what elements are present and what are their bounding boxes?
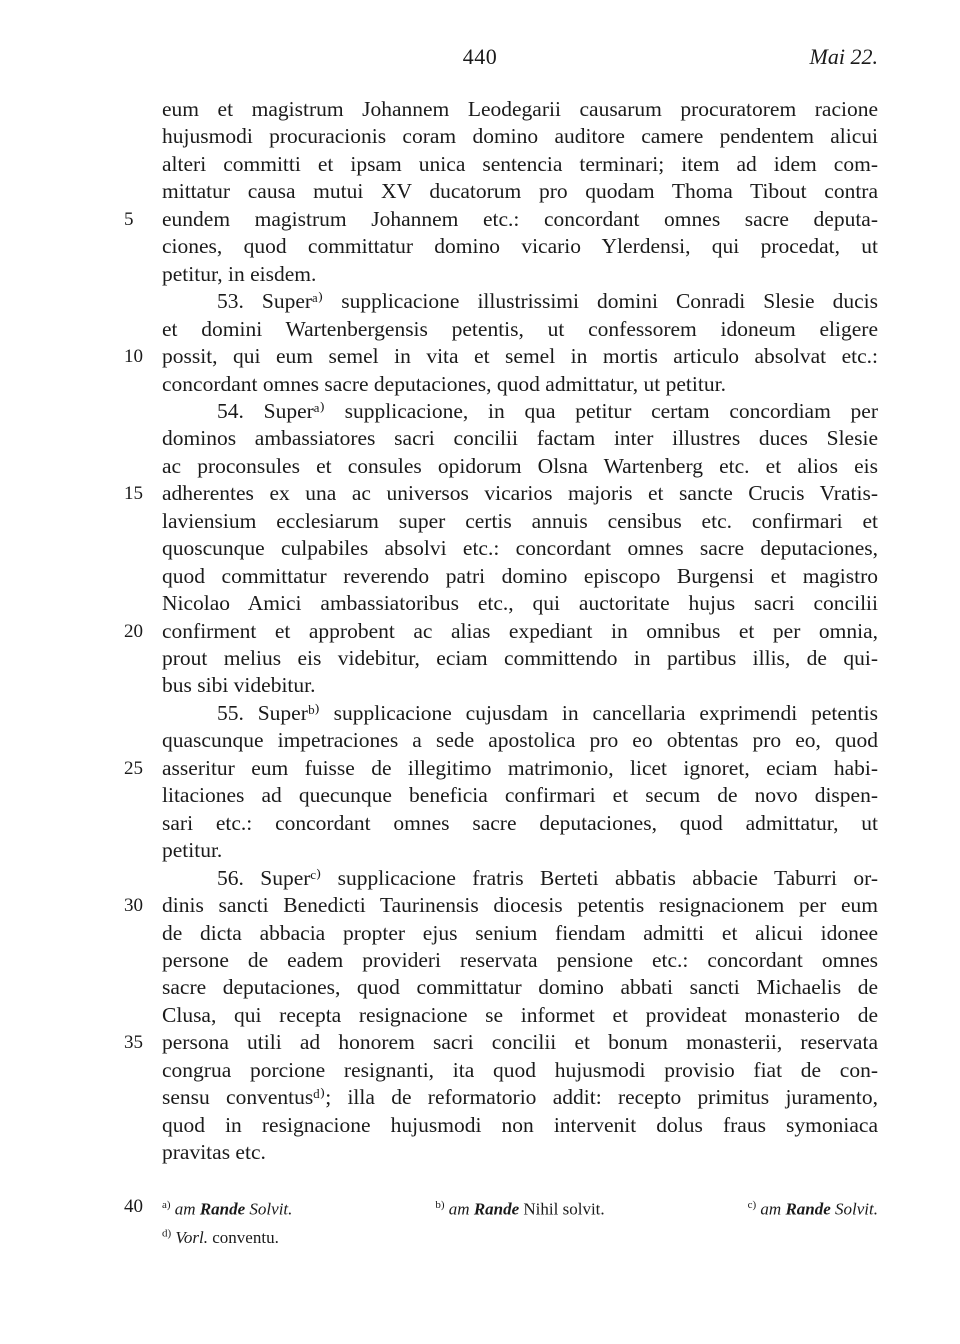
- line-number: 35: [124, 1032, 143, 1054]
- text-line: bus sibi videbitur.: [162, 673, 316, 698]
- footnote-c: [748, 1193, 878, 1222]
- text-line: 53. Superᵃ⁾ supplicacione illustrissimi domini Conradi Slesie ducis: [217, 289, 878, 314]
- text-line: 54. Superᵃ⁾ supplicacione, in qua petitur certam concordiam per: [217, 398, 878, 423]
- text-line: adherentes ex una ac universos vicarios majoris et sancte Crucis Vratis-: [162, 481, 878, 506]
- text-line: laviensium ecclesiarum super certis annuis censibus etc. confirmari et: [162, 508, 878, 533]
- text-line: persone de eadem provideri reservata pensione etc.: concordant omnes: [162, 947, 878, 972]
- text-line: dominos ambassiatores sacri concilii factam inter illustres duces Slesie: [162, 426, 878, 451]
- footnotes: [162, 1193, 878, 1250]
- text-line: eum et magistrum Johannem Leodegarii causarum procuratorem racione: [162, 97, 878, 121]
- footnote-d: [162, 1228, 279, 1247]
- footnote-text: conventu.: [212, 1228, 279, 1248]
- text-line: Clusa, qui recepta resignacione se informet et provideat monasterio de: [162, 1002, 878, 1027]
- text-line: hujusmodi procuracionis coram domino auditore camere pendentem alicui: [162, 124, 878, 149]
- footnote-row: [162, 1222, 878, 1251]
- text-line: quod committatur reverendo patri domino episcopo Burgensi et magistro: [162, 563, 878, 588]
- line-number: 10: [124, 346, 143, 368]
- footnote-marker: c): [747, 1199, 757, 1211]
- line-number: 5: [124, 208, 134, 230]
- line-number: 15: [124, 483, 143, 505]
- text-line: quascunque impetraciones a sede apostolica pro eo obtentas pro eo, quod: [162, 728, 878, 753]
- footnote-marker: b): [435, 1199, 445, 1211]
- text-line: alteri committi et ipsam unica sentencia terminari; item ad idem com-: [162, 151, 878, 176]
- text-line: pravitas etc.: [162, 1140, 266, 1165]
- text-line: mittatur causa mutui XV ducatorum pro quodam Thoma Tibout contra: [162, 179, 878, 204]
- text-line: 55. Superᵇ⁾ supplicacione cujusdam in cancellaria exprimendi petentis: [217, 700, 878, 725]
- footnote-b: [435, 1193, 604, 1222]
- page-number: 440: [462, 44, 498, 69]
- text-line: sensu conventusᵈ⁾; illa de reformatorio addit: recepto primitus juramento,: [162, 1085, 878, 1110]
- text-line: ac proconsules et consules opidorum Olsna Wartenberg etc. et alios eis: [162, 453, 878, 478]
- text-line: prout melius eis videbitur, eciam committendo in partibus illis, de qui-: [162, 646, 878, 670]
- text-line: quoscunque culpabiles absolvi etc.: concordant omnes sacre deputaciones,: [162, 536, 878, 561]
- footnote-text: am: [174, 1199, 196, 1219]
- text-line: de dicta abbacia propter ejus senium fiendam admitti et alicui idonee: [162, 920, 878, 945]
- text-line: et domini Wartenbergensis petentis, ut confessorem idoneum eligere: [162, 316, 878, 341]
- footnote-text: am: [448, 1199, 470, 1219]
- text-line: confirment et approbent ac alias expediant in omnibus et per omnia,: [162, 618, 878, 643]
- text-line: sacre deputaciones, quod committatur domino abbati sancti Michaelis de: [162, 975, 878, 1000]
- line-number: 20: [124, 620, 143, 642]
- text-line: petitur, in eisdem.: [162, 261, 317, 286]
- text-line: ciones, quod committatur domino vicario Ylerdensi, qui procedat, ut: [162, 234, 878, 259]
- footnote-marker: d): [162, 1227, 172, 1240]
- text-line: eundem magistrum Johannem etc.: concordant omnes sacre deputa-: [162, 206, 878, 231]
- footnote-text: Solvit.: [835, 1199, 878, 1219]
- footnote-text: Rande: [199, 1199, 246, 1219]
- text-line: possit, qui eum semel in vita et semel in mortis articulo absolvat etc.:: [162, 344, 878, 369]
- text-line: dinis sancti Benedicti Taurinensis diocesis petentis resignacionem per eum: [162, 893, 878, 918]
- text-line: congrua porcione resignanti, ita quod hujusmodi provisio fiat de con-: [162, 1057, 878, 1082]
- line-number: 40: [124, 1196, 143, 1217]
- text-line: litaciones ad quecunque beneficia confirmari et secum de novo dispen-: [162, 783, 878, 808]
- footnote-text: Rande: [473, 1199, 520, 1219]
- text-line: quod in resignacione hujusmodi non intervenit dolus fraus symoniaca: [162, 1112, 878, 1137]
- footnote-row: [162, 1193, 878, 1222]
- text-line: sari etc.: concordant omnes sacre deputaciones, quod admittatur, ut: [162, 810, 878, 835]
- footnote-text: Vorl.: [175, 1228, 209, 1248]
- text-line: Nicolao Amici ambassiatoribus etc., qui auctoritate hujus sacri concilii: [162, 591, 878, 616]
- footnote-text: am: [760, 1199, 782, 1219]
- text-line: asseritur eum fuisse de illegitimo matrimonio, licet ignoret, eciam habi-: [162, 755, 878, 780]
- text-line: persona utili ad honorem sacri concilii et bonum monasterii, reservata: [162, 1030, 878, 1055]
- text-line: concordant omnes sacre deputaciones, quod admittatur, ut petitur.: [162, 371, 726, 396]
- footnote-marker: a): [162, 1199, 171, 1211]
- line-number: 25: [124, 757, 143, 779]
- footnote-text: Rande: [785, 1199, 831, 1219]
- running-date: Mai 22.: [809, 44, 878, 69]
- footnote-text: Nihil solvit.: [523, 1199, 605, 1219]
- text-line: 56. Superᶜ⁾ supplicacione fratris Berteti abbatis abbacie Taburri or-: [217, 865, 878, 890]
- footnote-text: Solvit.: [249, 1199, 293, 1219]
- footnote-a: [162, 1193, 292, 1222]
- line-number: 30: [124, 895, 143, 917]
- text-line: petitur.: [162, 838, 223, 863]
